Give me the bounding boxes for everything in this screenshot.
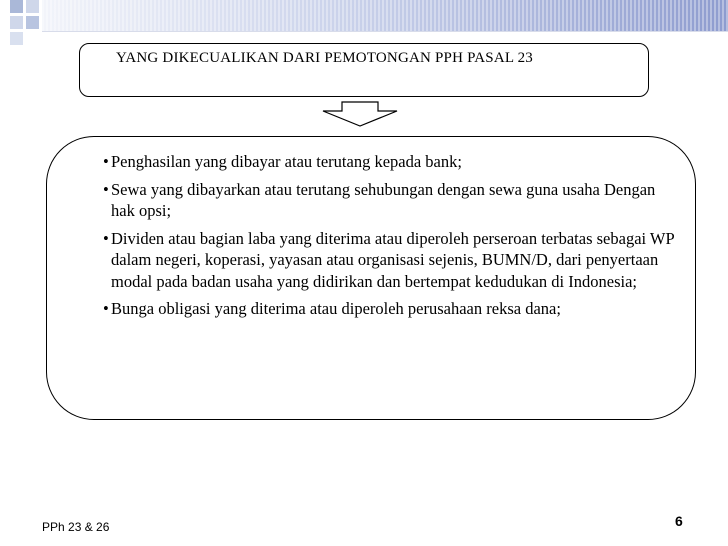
page-number: 6 xyxy=(675,513,683,529)
bullet-marker: • xyxy=(103,152,109,171)
bullet-list xyxy=(103,151,683,326)
bullet-marker: • xyxy=(103,299,109,318)
title-box xyxy=(79,43,649,97)
list-item xyxy=(103,151,683,173)
decor-square xyxy=(26,0,39,13)
bullet-marker: • xyxy=(103,179,109,199)
footer-label: PPh 23 & 26 xyxy=(42,520,110,534)
decor-square xyxy=(10,16,23,29)
slide-title: YANG DIKECUALIKAN DARI PEMOTONGAN PPH PASAL 23 xyxy=(116,50,534,66)
down-arrow-icon xyxy=(320,101,400,127)
bullet-text: Sewa yang dibayarkan atau terutang sehubungan dengan sewa guna usaha Dengan hak opsi; xyxy=(111,179,656,220)
decor-square xyxy=(26,16,39,29)
bullet-marker: • xyxy=(103,228,109,248)
list-item xyxy=(103,298,683,320)
decor-square xyxy=(10,32,23,45)
content-box xyxy=(46,136,696,420)
bullet-text: Dividen atau bagian laba yang diterima atau diperoleh perseroan terbatas sebagai WP dalam negeri, koperasi, yayasan atau organisasi sejenis, BUMN/D, dari penyertaan modal pada badan usaha yang didirikan dan bertempat kedudukan di Indonesia; xyxy=(111,228,675,291)
header-divider xyxy=(42,31,728,32)
header-gradient-bar xyxy=(42,0,728,32)
bullet-text: Penghasilan yang dibayar atau terutang kepada bank; xyxy=(111,152,462,171)
list-item xyxy=(103,179,683,222)
decor-square xyxy=(10,0,23,13)
bullet-text: Bunga obligasi yang diterima atau diperoleh perusahaan reksa dana; xyxy=(111,299,561,318)
list-item xyxy=(103,228,683,293)
